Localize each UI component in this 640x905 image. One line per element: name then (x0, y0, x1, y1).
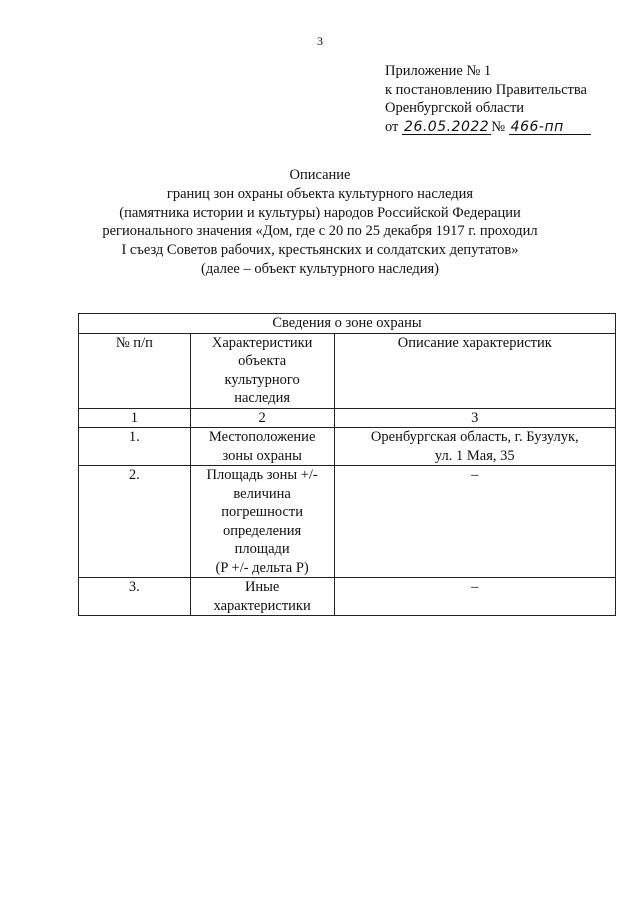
cell-line: (P +/- дельта P) (215, 559, 309, 576)
row-number: 3. (79, 578, 191, 616)
row-characteristic (190, 578, 334, 616)
page-number: 3 (317, 34, 323, 48)
appendix-line-2: к постановлению Правительства (385, 81, 587, 98)
index-cell: 1 (79, 408, 191, 428)
row-characteristic (190, 428, 334, 466)
cell-line: характеристики (213, 597, 311, 614)
table-caption: Сведения о зоне охраны (79, 314, 616, 334)
cell-line: Местоположение (208, 429, 316, 445)
appendix-line-1: Приложение № 1 (385, 63, 492, 79)
cell-line: Иные (244, 579, 280, 595)
date-prefix: от (385, 118, 399, 135)
row-characteristic (190, 466, 334, 578)
row-description (334, 466, 615, 578)
header-characteristics (190, 333, 334, 408)
header-line: объекта (238, 353, 287, 369)
cell-line: Площадь зоны +/- (206, 467, 318, 483)
appendix-date-line (385, 118, 591, 137)
header-line: культурного (224, 371, 300, 388)
header-description: Описание характеристик (334, 333, 615, 408)
table-row (79, 578, 616, 616)
cell-line: площади (234, 541, 290, 557)
protection-zone-table (78, 313, 616, 616)
table-header-row (79, 333, 616, 408)
row-number: 2. (79, 466, 191, 578)
index-cell: 3 (334, 408, 615, 428)
cell-line: величина (233, 485, 291, 502)
header-number: № п/п (79, 333, 191, 408)
title-line-5: I съезд Советов рабочих, крестьянских и солдатских депутатов» (121, 242, 519, 259)
index-cell: 2 (190, 408, 334, 428)
row-description (334, 428, 615, 466)
title-line-2: границ зон охраны объекта культурного наследия (166, 185, 474, 202)
title-line-3: (памятника истории и культуры) народов Российской Федерации (119, 204, 521, 221)
row-description (334, 578, 615, 616)
appendix-line-3: Оренбургской области (385, 100, 525, 116)
cell-line: определения (223, 522, 302, 539)
cell-line: погрешности (221, 504, 303, 520)
cell-line: ул. 1 Мая, 35 (434, 447, 515, 464)
cell-line: – (471, 579, 479, 595)
row-number: 1. (79, 428, 191, 466)
table-row (79, 428, 616, 466)
document-title (0, 166, 640, 279)
cell-line: Оренбургская область, г. Бузулук, (370, 429, 579, 445)
cell-line: – (471, 467, 479, 483)
title-line-1: Описание (289, 167, 351, 183)
number-sign: № (491, 118, 506, 135)
handwritten-date: 26.05.2022 (404, 118, 490, 135)
header-line: наследия (234, 390, 291, 406)
handwritten-number: 466-пп (509, 120, 591, 135)
title-line-4: регионального значения «Дом, где с 20 по 25 декабря 1917 г. проходил (102, 223, 538, 240)
appendix-block (385, 62, 591, 136)
table-row (79, 466, 616, 578)
title-line-6: (далее – объект культурного наследия) (200, 260, 439, 277)
table-caption-row (79, 314, 616, 334)
cell-line: зоны охраны (222, 447, 302, 464)
header-line: Характеристики (211, 334, 313, 351)
table-index-row (79, 408, 616, 428)
